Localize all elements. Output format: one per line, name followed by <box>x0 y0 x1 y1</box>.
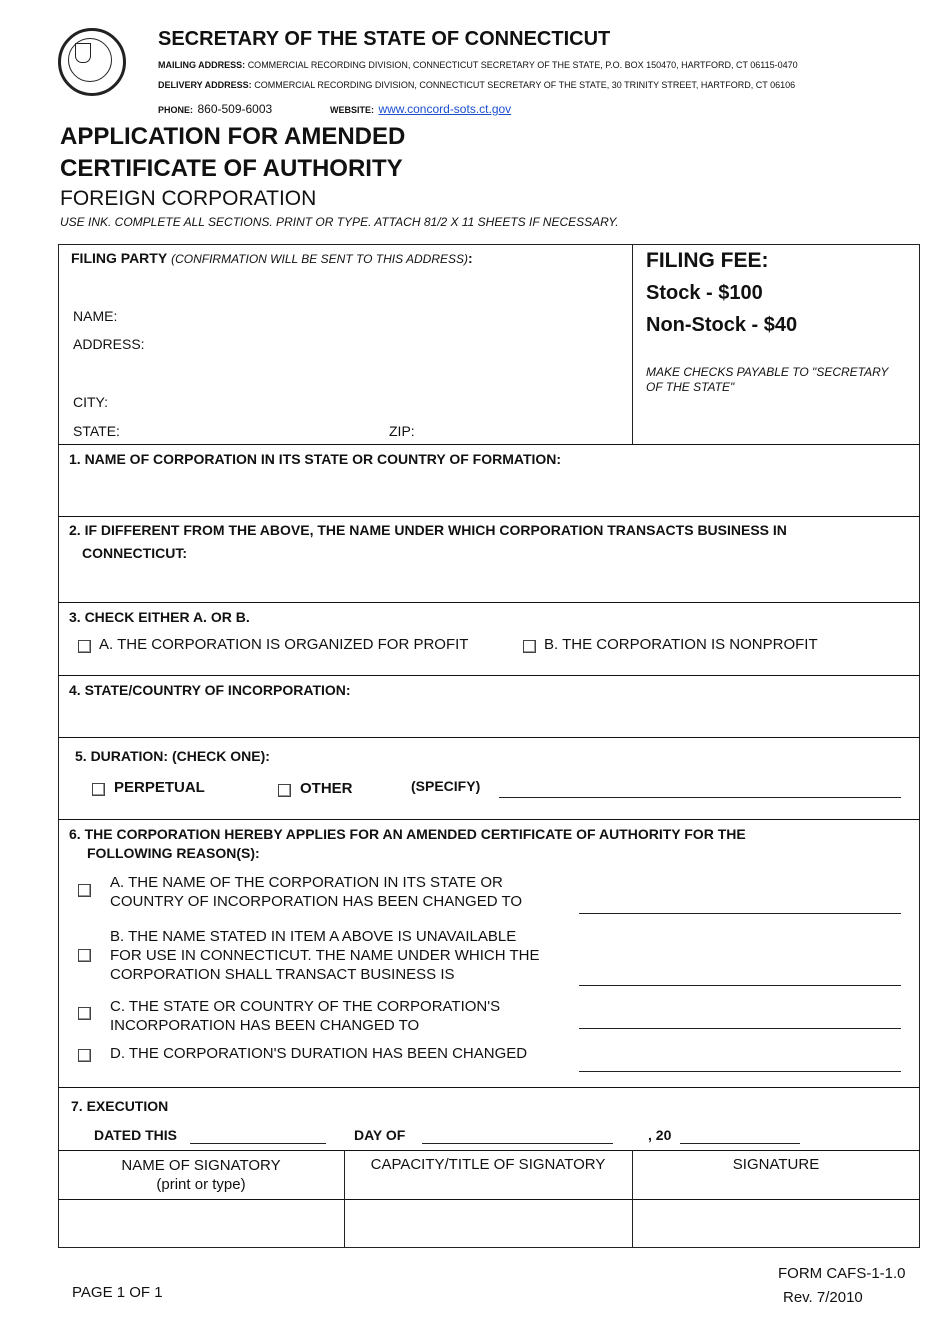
section-6-line-1: 6. THE CORPORATION HEREBY APPLIES FOR AN AMENDED CERTIFICATE OF AUTHORITY FOR THE <box>69 826 746 842</box>
filing-party-colon: : <box>468 250 473 266</box>
divider-5 <box>58 737 920 738</box>
reason-a-line-2: COUNTRY OF INCORPORATION HAS BEEN CHANGED TO <box>110 893 523 910</box>
reason-d-checkbox[interactable] <box>78 1049 91 1062</box>
city-field-label[interactable]: CITY: <box>73 394 109 410</box>
reason-c-checkbox[interactable] <box>78 1007 91 1020</box>
seal-shield-icon <box>75 43 91 63</box>
reason-c-input-line[interactable] <box>579 1028 901 1029</box>
reason-d-input-line[interactable] <box>579 1071 901 1072</box>
agency-title: SECRETARY OF THE STATE OF CONNECTICUT <box>158 28 611 50</box>
page-number: PAGE 1 OF 1 <box>72 1284 163 1301</box>
website-label: WEBSITE: <box>330 105 374 115</box>
instructions: USE INK. COMPLETE ALL SECTIONS. PRINT OR TYPE. ATTACH 81/2 X 11 SHEETS IF NECESSARY. <box>60 215 619 229</box>
signatory-capacity-header: CAPACITY/TITLE OF SIGNATORY <box>370 1156 606 1173</box>
fee-heading: FILING FEE: <box>646 249 769 272</box>
specify-label: (SPECIFY) <box>411 778 481 794</box>
filing-party-label: FILING PARTY <box>71 250 168 266</box>
address-field-label[interactable]: ADDRESS: <box>73 336 145 352</box>
revision-date: Rev. 7/2010 <box>783 1289 863 1306</box>
reason-a-input-line[interactable] <box>579 913 901 914</box>
section-6-line-2: FOLLOWING REASON(S): <box>87 845 260 861</box>
reason-b-input-line[interactable] <box>579 985 901 986</box>
reason-b-line-2: FOR USE IN CONNECTICUT. THE NAME UNDER WHICH THE <box>110 947 540 964</box>
nonprofit-checkbox[interactable] <box>523 640 536 653</box>
signature-header: SIGNATURE <box>732 1156 820 1173</box>
divider-6 <box>58 819 920 820</box>
name-field-label[interactable]: NAME: <box>73 308 118 324</box>
website-link[interactable]: www.concord-sots.ct.gov <box>378 102 512 116</box>
delivery-address-label: DELIVERY ADDRESS: <box>158 80 252 90</box>
form-frame <box>58 244 920 1248</box>
reason-a-checkbox[interactable] <box>78 884 91 897</box>
divider-3 <box>58 602 920 603</box>
signatory-name-header <box>58 1156 344 1194</box>
dated-this-label: DATED THIS <box>94 1127 177 1143</box>
divider-1 <box>58 444 920 445</box>
title-line-2: CERTIFICATE OF AUTHORITY <box>60 155 403 182</box>
section-4-label[interactable]: 4. STATE/COUNTRY OF INCORPORATION: <box>69 682 351 698</box>
title-line-1: APPLICATION FOR AMENDED <box>60 123 406 150</box>
section-7-label: 7. EXECUTION <box>71 1098 169 1114</box>
reason-b-line-1: B. THE NAME STATED IN ITEM A ABOVE IS UNAVAILABLE <box>110 928 517 945</box>
reason-b-line-3: CORPORATION SHALL TRANSACT BUSINESS IS <box>110 966 455 983</box>
section-3-label: 3. CHECK EITHER A. OR B. <box>69 609 250 625</box>
state-field-label[interactable]: STATE: <box>73 423 120 439</box>
divider-2 <box>58 516 920 517</box>
signatory-name-header-line-1: NAME OF SIGNATORY <box>121 1157 281 1174</box>
reason-c-text <box>110 997 500 1035</box>
reason-c-line-2: INCORPORATION HAS BEEN CHANGED TO <box>110 1017 420 1034</box>
section-2-line-1[interactable]: 2. IF DIFFERENT FROM THE ABOVE, THE NAME UNDER WHICH CORPORATION TRANSACTS BUSINESS IN <box>69 522 787 538</box>
specify-input-line[interactable] <box>499 797 901 798</box>
divider-7 <box>58 1087 920 1088</box>
phone-number: 860-509-6003 <box>197 102 273 116</box>
reason-b-text <box>110 927 539 984</box>
section-1-label[interactable]: 1. NAME OF CORPORATION IN ITS STATE OR COUNTRY OF FORMATION: <box>69 451 562 467</box>
section-5-label: 5. DURATION: (CHECK ONE): <box>75 748 270 764</box>
profit-option-label: A. THE CORPORATION IS ORGANIZED FOR PROFIT <box>99 636 469 653</box>
year-input-line[interactable] <box>680 1143 800 1144</box>
other-duration-checkbox[interactable] <box>278 784 291 797</box>
signature-cell[interactable] <box>633 1200 919 1247</box>
nonprofit-option-label: B. THE CORPORATION IS NONPROFIT <box>544 636 818 653</box>
delivery-address <box>158 80 795 90</box>
day-of-input-line[interactable] <box>422 1143 613 1144</box>
fee-nonstock: Non-Stock - $40 <box>646 314 798 336</box>
reason-d-text: D. THE CORPORATION'S DURATION HAS BEEN CHANGED <box>110 1045 528 1062</box>
profit-checkbox[interactable] <box>78 640 91 653</box>
fee-stock: Stock - $100 <box>646 282 763 304</box>
fee-note-2: OF THE STATE" <box>646 380 735 394</box>
form-number: FORM CAFS-1-1.0 <box>778 1265 906 1282</box>
phone-label: PHONE: <box>158 105 194 115</box>
divider-8 <box>58 1150 920 1151</box>
mailing-address-label: MAILING ADDRESS: <box>158 60 246 70</box>
mailing-address-text: COMMERCIAL RECORDING DIVISION, CONNECTICUT SECRETARY OF THE STATE, P.O. BOX 150470, HARTFORD, CT 06115-0470 <box>247 60 798 70</box>
website-line <box>330 100 511 118</box>
state-seal <box>58 28 126 96</box>
fee-note-1: MAKE CHECKS PAYABLE TO "SECRETARY <box>646 365 889 379</box>
zip-field-label[interactable]: ZIP: <box>389 423 415 439</box>
dated-this-input-line[interactable] <box>190 1143 326 1144</box>
perpetual-checkbox[interactable] <box>92 783 105 796</box>
signatory-name-header-line-2: (print or type) <box>156 1176 246 1193</box>
delivery-address-text: COMMERCIAL RECORDING DIVISION, CONNECTICUT SECRETARY OF THE STATE, 30 TRINITY STREET, HARTFORD, CT 06106 <box>254 80 796 90</box>
section-2-line-2: CONNECTICUT: <box>82 545 187 561</box>
day-of-label: DAY OF <box>354 1127 406 1143</box>
mailing-address <box>158 60 798 70</box>
filing-party-note: (CONFIRMATION WILL BE SENT TO THIS ADDRESS) <box>171 252 468 266</box>
subtitle: FOREIGN CORPORATION <box>60 187 317 210</box>
divider-4 <box>58 675 920 676</box>
year-prefix-label: , 20 <box>648 1127 672 1143</box>
signatory-capacity-cell[interactable] <box>345 1200 631 1247</box>
other-duration-label: OTHER <box>300 780 353 797</box>
signatory-name-cell[interactable] <box>59 1200 343 1247</box>
reason-c-line-1: C. THE STATE OR COUNTRY OF THE CORPORATION'S <box>110 998 501 1015</box>
reason-b-checkbox[interactable] <box>78 949 91 962</box>
reason-a-text <box>110 873 522 911</box>
reason-a-line-1: A. THE NAME OF THE CORPORATION IN ITS STATE OR <box>110 874 503 891</box>
phone-line <box>158 100 272 118</box>
perpetual-label: PERPETUAL <box>114 779 205 796</box>
fee-divider <box>632 244 633 445</box>
filing-party-heading <box>71 250 473 266</box>
